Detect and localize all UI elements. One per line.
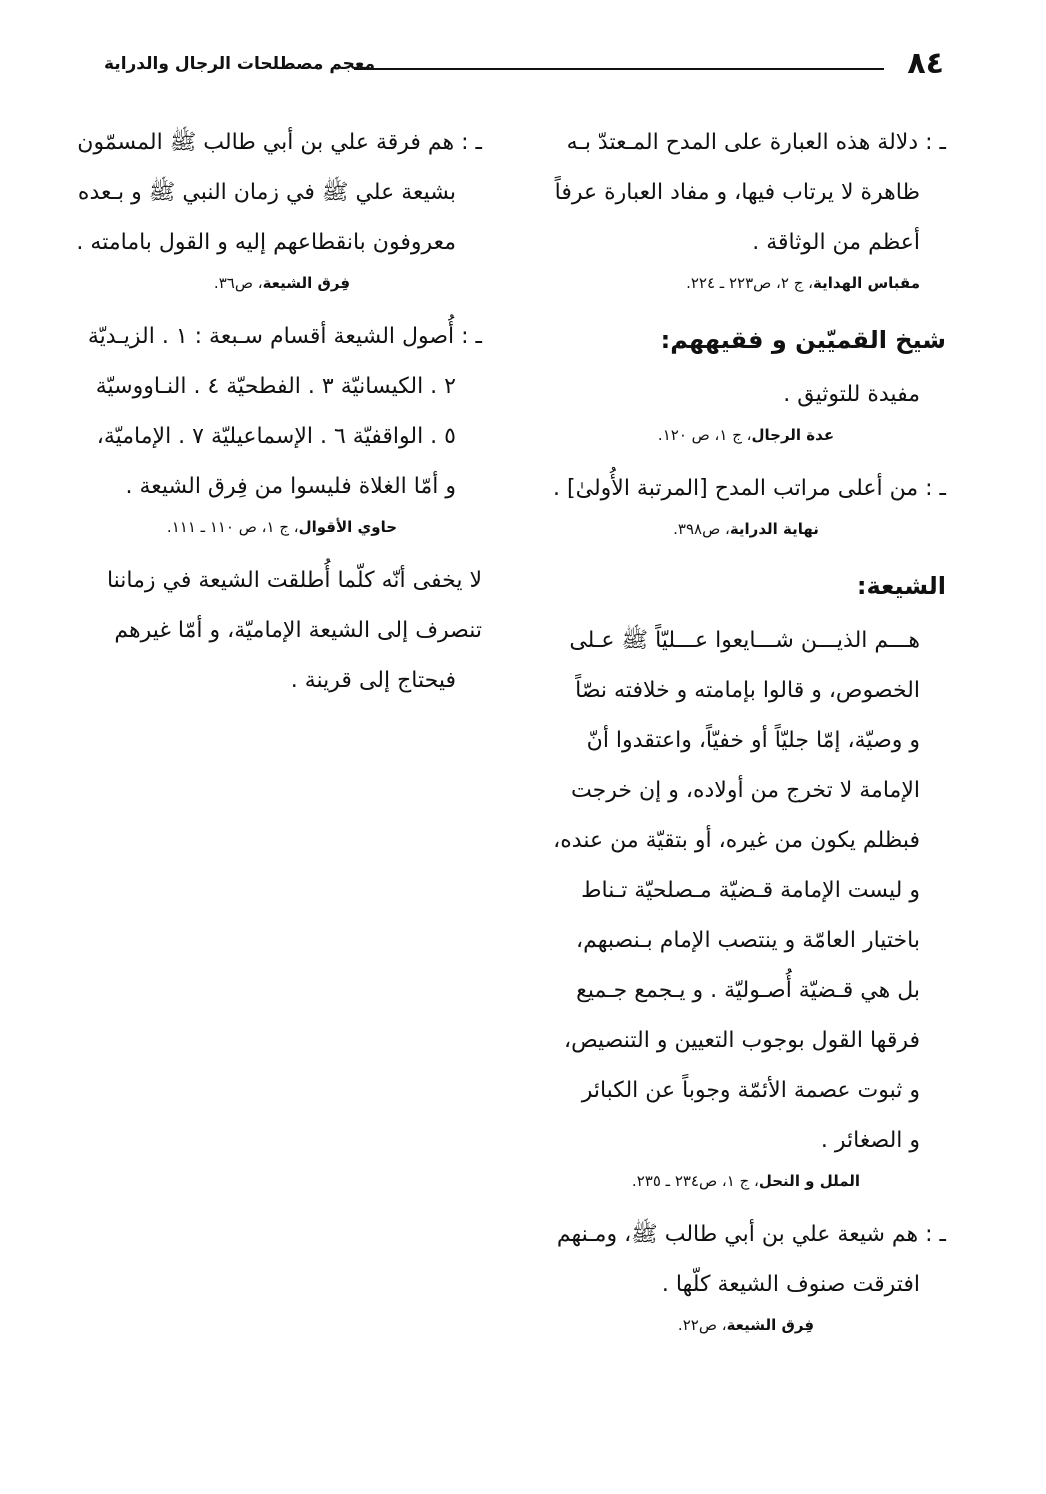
entry-line: و ليست الإمامة قـضيّة مـصلحيّة تـناط [581,878,920,903]
citation-title: فِرق الشيعة [726,1316,815,1334]
citation [546,268,946,298]
entry-line: ـ : من أعلى مراتب المدح [المرتبة الأُولىٰ] . [553,476,946,501]
citation [82,512,482,542]
citation-title: الملل و النحل [758,1172,861,1190]
entry-line: معروفون بانقطاعهم إليه و القول بامامته . [76,230,456,255]
citation-detail: ، ص٢٢. [677,1316,727,1334]
entry-line: افترقت صنوف الشيعة كلّها . [661,1272,920,1297]
entry-line: فرقها القول بوجوب التعيين و التنصيص، [563,1028,920,1053]
entry-line: هـــم الذيـــن شـــايعوا عـــليّاً ﷺ عـلى [569,628,920,653]
entry-line: و أمّا الغلاة فليسوا من فِرق الشيعة . [125,474,456,499]
entry-line: ـ : دلالة هذه العبارة على المدح المـعتدّ بـه [566,130,946,155]
entry-line: و وصيّة، إمّا جليّاً أو خفيّاً، واعتقدوا أنّ [586,728,920,753]
term-heading: الشيعة: [856,572,946,600]
running-title: معجم مصطلحات الرجال والدراية [104,54,376,74]
citation-detail: ، ج ٢، ص٢٢٣ ـ ٢٢٤. [686,274,814,292]
citation-detail: ، ص٣٦. [213,274,263,292]
entry-shia-sect [76,118,482,298]
entry-line: باختيار العامّة و ينتصب الإمام بـنصبهم، [576,928,920,953]
citation-title: مقباس الهداية [813,274,920,292]
citation-detail: ، ص٣٩٨. [673,520,730,538]
citation-title: حاوي الأقوال [298,518,398,536]
citation-title: فِرق الشيعة [262,274,351,292]
citation-detail: ، ج ١، ص٢٣٤ ـ ٢٣٥. [631,1172,759,1190]
entry-line: مفيدة للتوثيق . [783,382,920,407]
citation-title: عدة الرجال [751,426,835,444]
entry-line: و الصغائر . [820,1128,920,1153]
entry-line: الخصوص، و قالوا بإمامته و خلافته نصّاً [575,678,920,703]
entry-line: تنصرف إلى الشيعة الإماميّة، و أمّا غيرهم [114,618,482,643]
right-column [546,118,946,1354]
entry-qummi-sheikh [546,370,946,544]
entry-line: ـ : هم فرقة علي بن أبي طالب ﷺ المسمّون [77,130,482,155]
citation-title: نهاية الدراية [729,520,819,538]
citation-detail: ، ج ١، ص ١٢٠. [657,426,752,444]
entry-line: الإمامة لا تخرج من أولاده، و إن خرجت [571,778,920,803]
page-number: ٨٤ [907,46,944,81]
citation [82,268,482,298]
entry-shia-usage [82,556,482,706]
left-column [76,118,482,706]
entry-line: ٢ . الكيسانيّة ٣ . الفطحيّة ٤ . النـاووسيّة [95,374,456,399]
entry-line: ٥ . الواقفيّة ٦ . الإسماعيليّة ٧ . الإماميّة، [96,424,456,449]
entry-line: ظاهرة لا يرتاب فيها، و مفاد العبارة عرفاً [554,180,920,205]
page-header [104,46,944,86]
entry-line: لا يخفى أنّه كلّما أُطلقت الشيعة في زماننا [106,568,482,593]
entry-line: فبظلم يكون من غيره، أو بتقيّة من عنده، [553,828,920,853]
citation [546,420,946,450]
entry-line: فيحتاج إلى قرينة . [290,668,456,693]
entry-line: أعظم من الوثاقة . [752,230,920,255]
entry-strong-praise [546,118,946,298]
entry-line: ـ : هم شيعة علي بن أبي طالب ﷺ، ومـنهم [556,1222,946,1247]
entry-line: بل هي قـضيّة أُصـوليّة . و يـجمع جـميع [576,978,920,1003]
entry-line: بشيعة علي ﷺ في زمان النبي ﷺ و بـعده [77,180,456,205]
header-rule [354,68,884,70]
citation-detail: ، ج ١، ص ١١٠ ـ ١١١. [166,518,299,536]
term-heading: شيخ القميّين و فقيههم: [660,326,946,354]
citation [546,514,946,544]
citation [546,1310,946,1340]
citation [546,1166,946,1196]
entry-shia-definition [546,616,946,1340]
entry-line: ـ : أُصول الشيعة أقسام سـبعة : ١ . الزيـديّة [87,324,482,349]
entry-line: و ثبوت عصمة الأئمّة وجوباً عن الكبائر [581,1078,920,1103]
entry-shia-branches [82,312,482,542]
